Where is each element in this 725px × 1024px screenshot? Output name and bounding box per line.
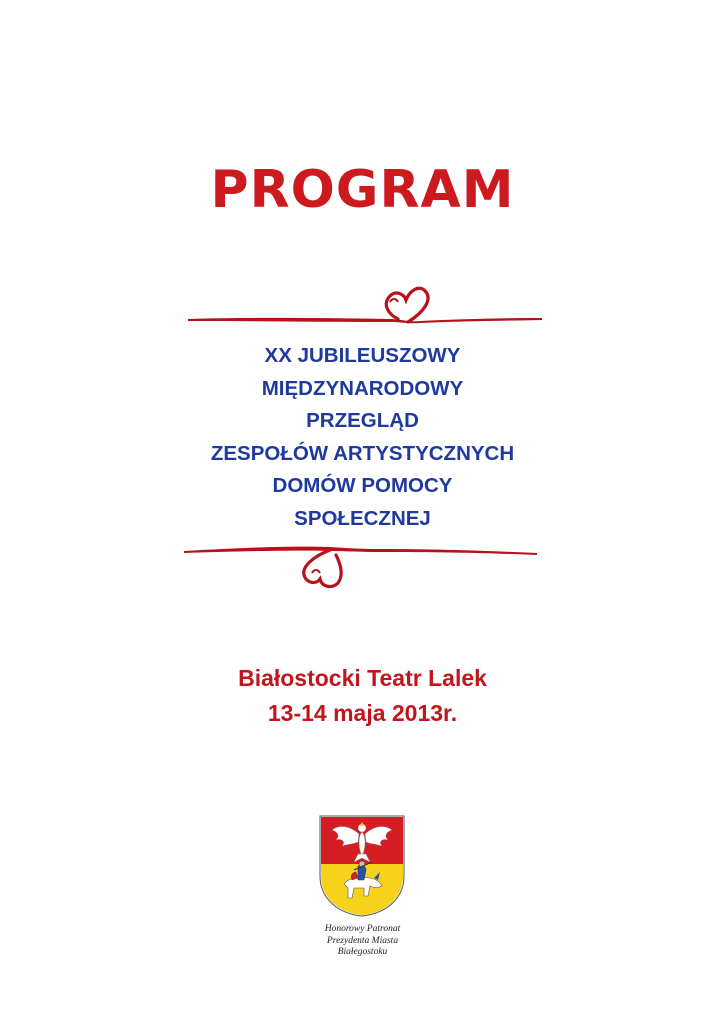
patronage-line-2: Prezydenta Miasta (326, 935, 399, 946)
event-details (0, 661, 725, 731)
festival-line-4: ZESPOŁÓW ARTYSTYCZNYCH (210, 441, 515, 465)
festival-line-6: SPOŁECZNEJ (294, 506, 431, 530)
festival-title (0, 340, 725, 535)
patronage-note (0, 924, 725, 959)
page-title: PROGRAM (210, 160, 515, 220)
top-heart-ribbon-icon (0, 278, 725, 338)
festival-line-3: PRZEGLĄD (306, 409, 419, 432)
event-date: 13-14 maja 2013r. (267, 700, 458, 726)
festival-line-1: XX JUBILEUSZOWY (264, 344, 461, 367)
patronage-line-1: Honorowy Patronat (324, 924, 401, 934)
patronage-line-3: Białegostoku (337, 947, 388, 957)
festival-line-5: DOMÓW POMOCY (272, 474, 453, 497)
festival-line-2: MIĘDZYNARODOWY (261, 376, 464, 400)
venue-name: Białostocki Teatr Lalek (238, 665, 487, 691)
coat-of-arms-icon (318, 814, 406, 918)
bottom-heart-ribbon-icon (0, 535, 725, 600)
